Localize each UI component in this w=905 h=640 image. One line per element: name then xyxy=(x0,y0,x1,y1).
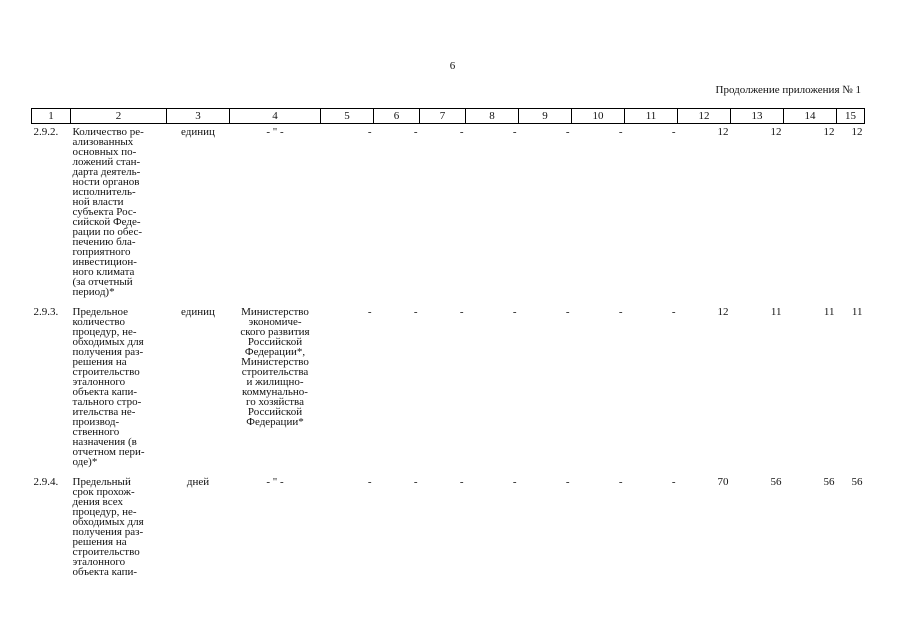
name-line: (за отчетный xyxy=(72,276,133,288)
indicator-name xyxy=(71,304,167,474)
value-cell: - xyxy=(459,306,464,318)
value-cell: 56 xyxy=(851,476,863,488)
value-cell: - xyxy=(512,126,517,138)
name-line: обходимых для xyxy=(72,516,144,528)
responsible-line: ского развития xyxy=(240,326,310,338)
name-line: получения раз- xyxy=(72,346,144,358)
value-cell: 11 xyxy=(823,306,835,318)
value-cell: 56 xyxy=(823,476,835,488)
value-cell: - xyxy=(367,126,372,138)
name-line: производ- xyxy=(72,416,120,428)
responsible-line: строительства xyxy=(241,366,309,378)
value-cell: - xyxy=(671,126,676,138)
responsible-cell xyxy=(230,304,321,474)
name-line: инвестицион- xyxy=(72,256,137,268)
value-cell: - xyxy=(618,476,623,488)
name-line: исполнитель- xyxy=(72,186,136,198)
value-cell: 12 xyxy=(717,306,729,318)
value-cell: 12 xyxy=(770,126,782,138)
name-line: решения на xyxy=(72,536,127,548)
column-header: 6 xyxy=(374,109,420,124)
column-header: 9 xyxy=(519,109,572,124)
responsible-line: Российской xyxy=(247,336,303,348)
column-header: 10 xyxy=(572,109,625,124)
column-header: 11 xyxy=(625,109,678,124)
name-line: ного климата xyxy=(72,266,135,278)
value-cell: - xyxy=(459,126,464,138)
name-line: гоприятного xyxy=(72,246,131,258)
value-cell: - xyxy=(512,306,517,318)
name-line: строительство xyxy=(72,546,140,558)
name-line: эталонного xyxy=(72,376,126,388)
column-header: 4 xyxy=(230,109,321,124)
table-row xyxy=(32,474,865,584)
value-cell: - xyxy=(565,476,570,488)
name-line: основных по- xyxy=(72,146,137,158)
appendix-table xyxy=(31,108,865,584)
column-header: 5 xyxy=(321,109,374,124)
responsible-cell xyxy=(230,474,321,584)
name-line: сийской Феде- xyxy=(72,216,141,228)
name-line: ной власти xyxy=(72,196,124,208)
value-cell: 11 xyxy=(770,306,782,318)
value-cell: 11 xyxy=(851,306,863,318)
value-cell: - xyxy=(618,126,623,138)
value-cell: 56 xyxy=(770,476,782,488)
indicator-name xyxy=(71,474,167,584)
name-line: ложений стан- xyxy=(72,156,141,168)
value-cell: - xyxy=(565,126,570,138)
unit-cell: единиц xyxy=(181,306,215,318)
responsible-line: Федерации* xyxy=(246,416,304,428)
indicator-name xyxy=(71,124,167,305)
name-line: ственного xyxy=(72,426,120,438)
name-line: Количество ре- xyxy=(72,126,144,138)
name-line: процедур, не- xyxy=(72,506,137,518)
name-line: ительства не- xyxy=(72,406,136,418)
column-header: 1 xyxy=(32,109,71,124)
responsible-line: Министерство xyxy=(241,356,309,368)
column-header: 8 xyxy=(466,109,519,124)
responsible-line: Российской xyxy=(247,406,303,418)
unit-cell: единиц xyxy=(181,126,215,138)
responsible-line: го хозяйства xyxy=(246,396,304,408)
column-header: 3 xyxy=(167,109,230,124)
responsible-line: Министерство xyxy=(241,306,309,318)
name-line: срок прохож- xyxy=(72,486,135,498)
value-cell: - xyxy=(413,126,418,138)
column-header: 14 xyxy=(784,109,837,124)
name-line: эталонного xyxy=(72,556,126,568)
value-cell: - xyxy=(413,476,418,488)
name-line: рации по обес- xyxy=(72,226,143,238)
name-line: процедур, не- xyxy=(72,326,137,338)
column-header: 2 xyxy=(71,109,167,124)
value-cell: 12 xyxy=(717,126,729,138)
name-line: объекта капи- xyxy=(72,386,138,398)
value-cell: - xyxy=(671,306,676,318)
row-code: 2.9.3. xyxy=(33,306,59,318)
value-cell: - xyxy=(413,306,418,318)
name-line: решения на xyxy=(72,356,127,368)
name-line: получения раз- xyxy=(72,526,144,538)
value-cell: 70 xyxy=(717,476,729,488)
column-header: 12 xyxy=(678,109,731,124)
responsible-line: и жилищно- xyxy=(246,376,304,388)
value-cell: 12 xyxy=(823,126,835,138)
unit-cell: дней xyxy=(186,476,210,488)
value-cell: - xyxy=(367,476,372,488)
name-line: ализованных xyxy=(72,136,134,148)
responsible-line: экономиче- xyxy=(248,316,302,328)
name-line: обходимых для xyxy=(72,336,144,348)
column-header: 13 xyxy=(731,109,784,124)
name-line: дарта деятель- xyxy=(72,166,141,178)
name-line: назначения (в xyxy=(72,436,137,448)
table-row xyxy=(32,304,865,474)
name-line: объекта капи- xyxy=(72,566,138,578)
responsible-cell xyxy=(230,124,321,305)
row-code: 2.9.2. xyxy=(33,126,59,138)
name-line: ности органов xyxy=(72,176,140,188)
name-line: Предельное xyxy=(72,306,129,318)
name-line: субъекта Рос- xyxy=(72,206,137,218)
name-line: тального стро- xyxy=(72,396,142,408)
name-line: печению бла- xyxy=(72,236,136,248)
name-line: дения всех xyxy=(72,496,123,508)
name-line: Предельный xyxy=(72,476,131,488)
page-number: 6 xyxy=(449,60,456,72)
table-row xyxy=(32,124,865,305)
value-cell: - xyxy=(618,306,623,318)
name-line: оде)* xyxy=(72,456,98,468)
continuation-label: Продолжение приложения № 1 xyxy=(715,84,861,96)
name-line: период)* xyxy=(72,286,115,298)
responsible-line: - " - xyxy=(266,476,284,488)
responsible-line: коммунально- xyxy=(242,386,308,398)
value-cell: - xyxy=(459,476,464,488)
column-number-row xyxy=(32,109,865,124)
value-cell: 12 xyxy=(851,126,863,138)
column-header: 7 xyxy=(420,109,466,124)
responsible-line: - " - xyxy=(266,126,284,138)
value-cell: - xyxy=(367,306,372,318)
value-cell: - xyxy=(512,476,517,488)
name-line: строительство xyxy=(72,366,140,378)
value-cell: - xyxy=(565,306,570,318)
name-line: количество xyxy=(72,316,126,328)
responsible-line: Федерации*, xyxy=(244,346,306,358)
column-header: 15 xyxy=(837,109,865,124)
value-cell: - xyxy=(671,476,676,488)
row-code: 2.9.4. xyxy=(33,476,59,488)
name-line: отчетном пери- xyxy=(72,446,145,458)
